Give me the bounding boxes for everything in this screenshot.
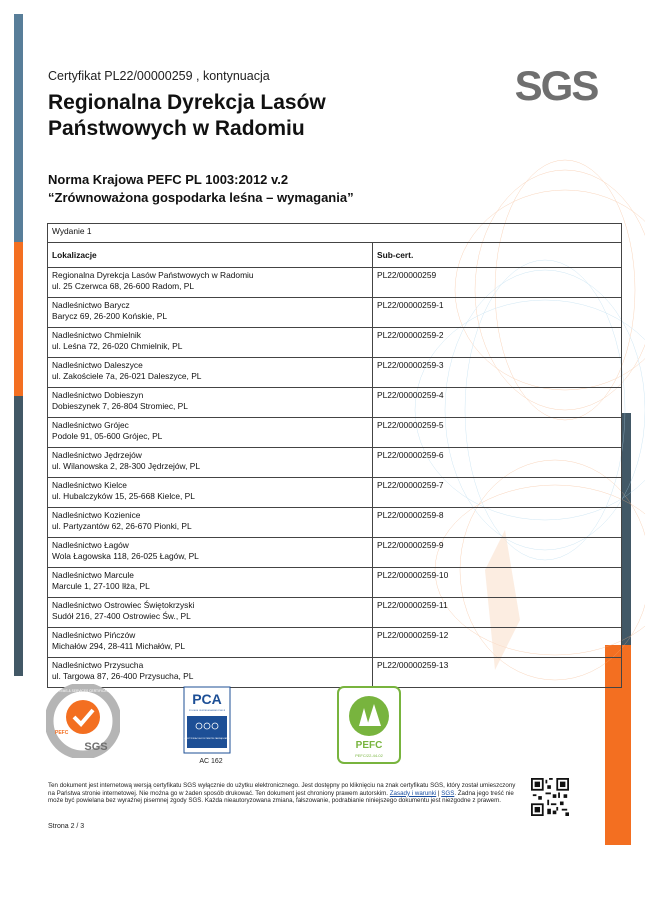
- table-row: [48, 328, 622, 358]
- table-row: [48, 568, 622, 598]
- location-cell: [48, 598, 373, 628]
- location-cell: [48, 508, 373, 538]
- location-address: ul. Zakościele 7a, 26-021 Daleszyce, PL: [52, 370, 202, 381]
- footer-disclaimer-text: Ten dokument jest internetową wersją certyfikatu SGS wyłącznie do użytku elektronicznego. Jest dostępny po kliknięciu na znak certyfikatu SGS, który został umieszczony na Państwa stronie internetowej. Nie można go w żaden sposób drukować. Ten dokument jest chroniony prawem autorskim.: [48, 782, 516, 797]
- location-name: Nadleśnictwo Marcule: [52, 570, 134, 580]
- location-cell: [48, 388, 373, 418]
- location-address: ul. Partyzantów 62, 26-670 Pionki, PL: [52, 520, 192, 531]
- table-row: [48, 508, 622, 538]
- location-name: Nadleśnictwo Chmielnik: [52, 330, 141, 340]
- location-name: Regionalna Dyrekcja Lasów Państwowych w Radomiu: [52, 270, 254, 280]
- organization-title-line1: Regionalna Dyrekcja Lasów: [48, 91, 326, 114]
- location-column-header: Lokalizacje: [48, 243, 373, 268]
- pca-accreditation-mark: [183, 686, 233, 766]
- table-header-row: [48, 243, 622, 268]
- sgs-logo: [510, 60, 602, 108]
- location-name: Nadleśnictwo Grójec: [52, 420, 129, 430]
- table-row: [48, 358, 622, 388]
- organization-title-line2: Państwowych w Radomiu: [48, 117, 305, 140]
- location-address: ul. Targowa 87, 26-400 Przysucha, PL: [52, 670, 194, 681]
- location-address: Wola Łagowska 118, 26-025 Łagów, PL: [52, 550, 199, 561]
- location-name: Nadleśnictwo Kozienice: [52, 510, 141, 520]
- table-row: [48, 448, 622, 478]
- location-cell: [48, 568, 373, 598]
- location-cell: [48, 328, 373, 358]
- location-address: ul. Leśna 72, 26-020 Chmielnik, PL: [52, 340, 183, 351]
- location-address: Sudół 216, 27-400 Ostrowiec Św., PL: [52, 610, 191, 621]
- subcert-cell: PL22/00000259-12: [373, 628, 622, 658]
- subcert-cell: PL22/00000259-4: [373, 388, 622, 418]
- pca-scope: CERTYFIKACJA SYSTEMÓW ZARZĄDZANIA: [184, 738, 230, 740]
- subcert-cell: PL22/00000259-8: [373, 508, 622, 538]
- table-row: [48, 598, 622, 628]
- subcert-cell: PL22/00000259-3: [373, 358, 622, 388]
- pca-logo-text: PCA: [192, 691, 222, 707]
- subcert-cell: PL22/00000259-13: [373, 658, 622, 688]
- certificate-number-line: Certyfikat PL22/00000259 , kontynuacja: [48, 69, 270, 83]
- location-cell: [48, 418, 373, 448]
- subcert-cell: PL22/00000259-11: [373, 598, 622, 628]
- pefc-logo: [337, 686, 401, 764]
- table-row: [48, 388, 622, 418]
- subcert-cell: PL22/00000259: [373, 268, 622, 298]
- location-address: Michałów 294, 28-411 Michałów, PL: [52, 640, 185, 651]
- location-name: Nadleśnictwo Dobieszyn: [52, 390, 144, 400]
- location-name: Nadleśnictwo Łagów: [52, 540, 129, 550]
- edition-row: [48, 224, 622, 243]
- location-name: Nadleśnictwo Ostrowiec Świętokrzyski: [52, 600, 195, 610]
- standard-title: “Zrównoważona gospodarka leśna – wymagania”: [48, 190, 354, 205]
- location-name: Nadleśnictwo Jędrzejów: [52, 450, 142, 460]
- location-name: Nadleśnictwo Daleszyce: [52, 360, 143, 370]
- subcert-column-header: Sub-cert.: [373, 243, 622, 268]
- subcert-cell: PL22/00000259-2: [373, 328, 622, 358]
- subcert-cell: PL22/00000259-9: [373, 538, 622, 568]
- pca-subtitle: POLSKIE CENTRUM AKREDYTACJI: [188, 710, 226, 712]
- qr-code[interactable]: [531, 778, 569, 816]
- location-cell: [48, 628, 373, 658]
- sgs-mark-brand: SGS: [84, 741, 108, 753]
- location-address: ul. Wilanowska 2, 28-300 Jędrzejów, PL: [52, 460, 201, 471]
- location-address: ul. 25 Czerwca 68, 26-600 Radom, PL: [52, 280, 194, 291]
- table-row: [48, 478, 622, 508]
- location-address: Podole 91, 05-600 Grójec, PL: [52, 430, 163, 441]
- location-cell: [48, 478, 373, 508]
- sgs-mark-pefc-label: PEFC: [55, 730, 69, 736]
- table-row: [48, 418, 622, 448]
- pca-code: AC 162: [199, 758, 223, 765]
- location-name: Nadleśnictwo Przysucha: [52, 660, 144, 670]
- locations-table: [47, 223, 622, 688]
- location-address: ul. Hubalczyków 15, 25-668 Kielce, PL: [52, 490, 195, 501]
- subcert-cell: PL22/00000259-1: [373, 298, 622, 328]
- pefc-logo-number: PEFC/22-44-02: [355, 753, 383, 758]
- location-address: Marcule 1, 27-100 Iłża, PL: [52, 580, 150, 591]
- subcert-cell: PL22/00000259-7: [373, 478, 622, 508]
- location-address: Dobieszynek 7, 26-804 Stromiec, PL: [52, 400, 188, 411]
- subcert-cell: PL22/00000259-6: [373, 448, 622, 478]
- left-bar-slate-bottom: [14, 396, 23, 676]
- pefc-logo-text: PEFC: [355, 740, 383, 751]
- table-row: [48, 268, 622, 298]
- location-name: Nadleśnictwo Pińczów: [52, 630, 136, 640]
- organization-title: [48, 90, 378, 142]
- sgs-link[interactable]: SGS: [441, 789, 455, 797]
- subcert-cell: PL22/00000259-10: [373, 568, 622, 598]
- location-cell: [48, 658, 373, 688]
- left-bar-orange: [14, 242, 23, 396]
- location-cell: [48, 298, 373, 328]
- table-row: [48, 538, 622, 568]
- edition-label: Wydanie 1: [48, 224, 622, 243]
- location-cell: [48, 268, 373, 298]
- location-cell: [48, 358, 373, 388]
- table-row: [48, 628, 622, 658]
- table-row: [48, 658, 622, 688]
- left-bar-slate-top: [14, 14, 23, 242]
- sgs-pefc-certification-mark: [46, 684, 120, 758]
- page-number: Strona 2 / 3: [48, 823, 85, 830]
- location-cell: [48, 538, 373, 568]
- subcert-cell: PL22/00000259-5: [373, 418, 622, 448]
- terms-link[interactable]: Zasady i warunki: [389, 789, 437, 797]
- location-name: Nadleśnictwo Kielce: [52, 480, 127, 490]
- location-name: Nadleśnictwo Barycz: [52, 300, 130, 310]
- location-address: Barycz 69, 26-200 Końskie, PL: [52, 310, 167, 321]
- footer-disclaimer-tail: Żadna jego treść nie może być powielana bez wyraźnej pisemnej zgody SGS. Każda nieautoryzowana zmiana, fałszowanie, podrabianie niniejszego dokumentu jest niezgodne z prawem.: [48, 789, 514, 805]
- standard-name: Norma Krajowa PEFC PL 1003:2012 v.2: [48, 172, 289, 187]
- sgs-mark-ring-text: SYSTEMS & SERVICES CERTIFICATION: [51, 689, 115, 693]
- sgs-logo-text: SGS: [514, 62, 598, 108]
- table-row: [48, 298, 622, 328]
- location-cell: [48, 448, 373, 478]
- footer-disclaimer: Ten dokument jest internetową wersją certyfikatu SGS wyłącznie do użytku elektronicznego. Jest dostępny po kliknięciu na znak certyfikatu SGS, który został umieszczony na Państwa stronie internetowej. Nie można go w żaden sposób drukować. Ten dokument jest chroniony prawem autorskim. Zasady i warunki | SGS. Żadna jego treść nie może być powielana bez wyraźnej pisemnej zgody SGS. Każda nieautoryzowana zmiana, fałszowanie, podrabianie niniejszego dokumentu jest niezgodne z prawem.: [48, 782, 516, 805]
